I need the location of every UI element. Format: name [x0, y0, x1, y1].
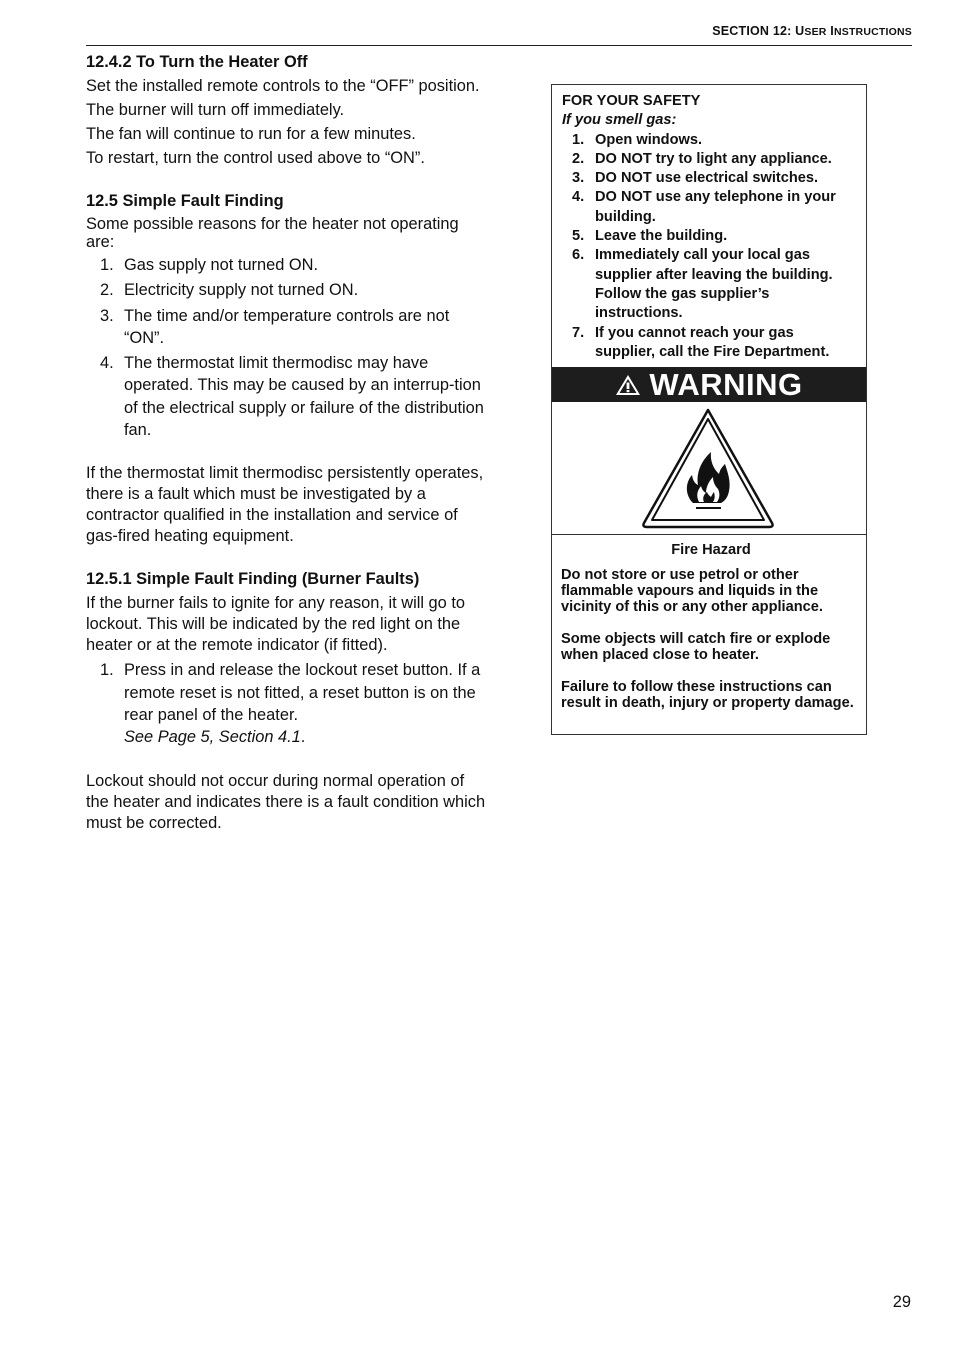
list-number: 1. [100, 256, 114, 274]
list-item [86, 279, 491, 301]
paragraph: The fan will continue to run for a few minutes. [86, 125, 416, 143]
safety-number: 2. [572, 150, 585, 167]
page-reference-end: . [300, 728, 306, 747]
safety-list [562, 131, 856, 363]
warning-label: WARNING [649, 366, 803, 402]
hazard-paragraph: Do not store or use petrol or other flammable vapours and liquids in the vicinity of this or any other appliance. [561, 567, 823, 615]
safety-text: DO NOT use any telephone in your building. [595, 189, 836, 225]
list-text: The thermostat limit thermodisc may have operated. This may be caused by an interrup-tion of the electrical supply or failure of the distribution fan. [124, 354, 484, 440]
safety-number: 5. [572, 228, 585, 245]
list-item [86, 305, 491, 350]
safety-item [562, 150, 856, 169]
paragraph: If the burner fails to ignite for any reason, it will go to lockout. This will be indicated by the red light on the heater or at the remote indicator (if fitted). [86, 594, 466, 655]
list-text: Electricity supply not turned ON. [124, 281, 359, 300]
left-column [86, 52, 491, 837]
list-number: 1. [100, 661, 114, 680]
paragraph: Some possible reasons for the heater not operating are: [86, 215, 459, 251]
paragraph: Lockout should not occur during normal operation of the heater and indicates there is a fault condition which must be corrected. [86, 771, 486, 832]
burner-fault-list [86, 659, 491, 748]
section-heading-fault-finding: 12.5 Simple Fault Finding [86, 192, 284, 210]
list-number: 3. [100, 306, 114, 325]
header-section-s2: I [826, 24, 834, 38]
safety-text: DO NOT try to light any appliance. [595, 150, 832, 167]
list-item [86, 254, 491, 276]
list-number: 2. [100, 281, 114, 300]
safety-item [562, 188, 856, 227]
warning-triangle-icon [615, 374, 641, 396]
box-divider [552, 534, 866, 535]
safety-text: DO NOT use electrical switches. [595, 170, 819, 187]
list-text: Gas supply not turned ON. [124, 256, 319, 274]
safety-number: 1. [572, 131, 585, 148]
paragraph: If the thermostat limit thermodisc persistently operates, there is a fault which must be investigated by a contractor qualified in the installation and service of gas-fired heating equipment. [86, 464, 484, 546]
warning-banner [552, 367, 866, 402]
paragraph: To restart, turn the control used above to “ON”. [86, 149, 425, 167]
list-item [86, 352, 491, 441]
hazard-paragraph: Failure to follow these instructions can result in death, injury or property damage. [561, 679, 854, 711]
list-item [86, 659, 491, 748]
fire-hazard-text [561, 541, 861, 727]
section-heading-burner-faults: 12.5.1 Simple Fault Finding (Burner Faults) [86, 570, 420, 589]
paragraph: Set the installed remote controls to the “OFF” position. [86, 77, 480, 95]
header-section-s3: NSTRUCTIONS [833, 26, 912, 38]
header-section-prefix: SECTION 12: U [712, 24, 805, 38]
safety-item [562, 227, 856, 246]
safety-warning-box [551, 84, 867, 735]
hazard-title: Fire Hazard [671, 542, 751, 558]
safety-text: Immediately call your local gas supplier after leaving the building. Follow the gas supplier’s instructions. [595, 247, 833, 322]
hazard-paragraph: Some objects will catch fire or explode when placed close to heater. [561, 631, 831, 663]
safety-notice [552, 85, 866, 362]
section-heading-turn-off: 12.4.2 To Turn the Heater Off [86, 53, 308, 71]
safety-title: FOR YOUR SAFETY [562, 93, 701, 109]
safety-item [562, 169, 856, 188]
list-text: Press in and release the lockout reset button. If a remote reset is not fitted, a reset button is on the rear panel of the heater. [124, 661, 481, 724]
safety-item [562, 246, 856, 323]
list-number: 4. [100, 354, 114, 373]
header-section-s1: SER [804, 26, 827, 38]
safety-text: If you cannot reach your gas supplier, call the Fire Department. [595, 324, 830, 360]
safety-number: 4. [572, 189, 585, 206]
list-text: The time and/or temperature controls are not “ON”. [124, 306, 450, 347]
safety-number: 7. [572, 324, 585, 341]
safety-item [562, 324, 856, 363]
page-number: 29 [892, 1293, 911, 1311]
safety-text: Leave the building. [595, 228, 728, 245]
page-header [86, 24, 912, 46]
safety-number: 3. [572, 170, 585, 187]
safety-subtitle: If you smell gas: [562, 112, 677, 129]
paragraph: The burner will turn off immediately. [86, 101, 345, 119]
fire-hazard-icon [641, 407, 775, 529]
fault-list [86, 254, 491, 441]
safety-item [562, 131, 856, 150]
safety-number: 6. [572, 247, 585, 264]
page-reference: See Page 5, Section 4.1 [124, 728, 301, 747]
safety-text: Open windows. [595, 131, 703, 148]
